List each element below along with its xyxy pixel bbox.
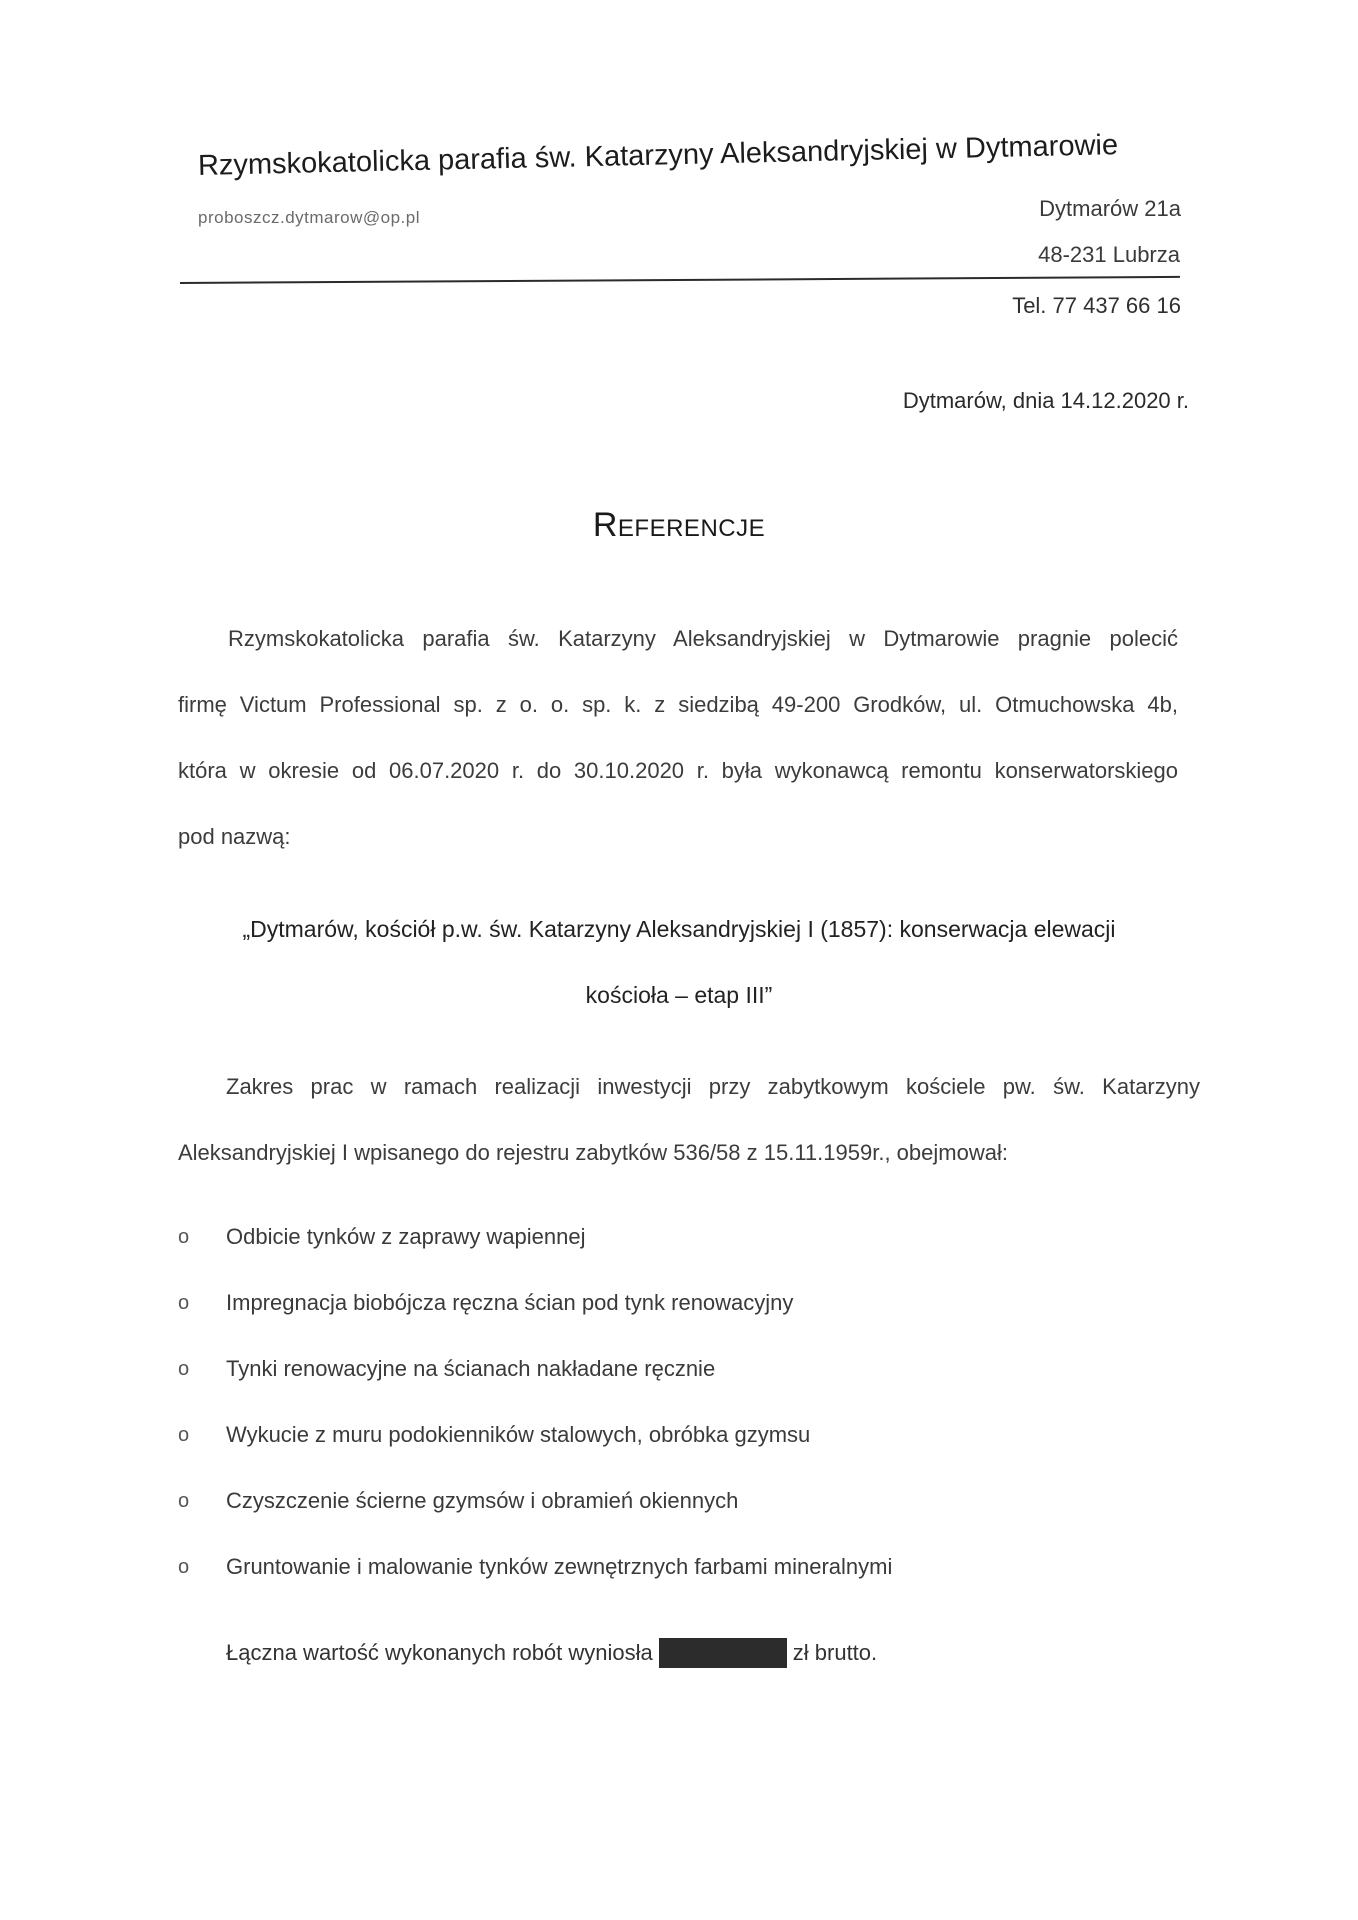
project-name-line-2: kościoła – etap III” <box>585 982 773 1008</box>
bullet-circle-icon: o <box>178 1490 190 1512</box>
address-line-2: 48-231 Lubrza <box>1038 242 1180 267</box>
list-item <box>178 1554 892 1620</box>
scope-line-2: Aleksandryjskiej I wpisanego do rejestru zabytków 536/58 z 15.11.1959r., obejmował: <box>178 1140 1008 1165</box>
intro-line-3: która w okresie od 06.07.2020 r. do 30.10.2020 r. była wykonawcą remontu konserwatorskiego <box>178 758 1178 783</box>
address-line-1: Dytmarów 21a <box>1039 196 1181 221</box>
list-item-text: Gruntowanie i malowanie tynków zewnętrznych farbami mineralnymi <box>226 1554 893 1579</box>
intro-line-1: Rzymskokatolicka parafia św. Katarzyny Aleksandryjskiej w Dytmarowie pragnie polecić <box>228 626 1178 651</box>
intro-line-4: pod nazwą: <box>178 824 291 849</box>
header-divider <box>180 276 1180 284</box>
parish-email: proboszcz.dytmarow@op.pl <box>198 208 421 227</box>
list-item-text: Czyszczenie ścierne gzymsów i obramień okiennych <box>226 1488 739 1513</box>
scope-list <box>178 1224 892 1620</box>
total-value-line <box>226 1638 877 1668</box>
list-item-text: Odbicie tynków z zaprawy wapiennej <box>226 1224 586 1249</box>
list-item <box>178 1356 892 1422</box>
bullet-circle-icon: o <box>178 1424 190 1446</box>
total-prefix: Łączna wartość wykonanych robót wyniosła <box>226 1640 653 1665</box>
list-item-text: Tynki renowacyjne na ścianach nakładane ręcznie <box>226 1356 716 1381</box>
phone-number: Tel. 77 437 66 16 <box>1012 293 1181 318</box>
list-item-text: Wykucie z muru podokienników stalowych, obróbka gzymsu <box>226 1422 811 1447</box>
bullet-circle-icon: o <box>178 1292 190 1314</box>
project-name-line-1: „Dytmarów, kościół p.w. św. Katarzyny Aleksandryjskiej I (1857): konserwacja elewacji <box>242 916 1116 942</box>
total-suffix: zł brutto. <box>792 1640 878 1665</box>
letter-title: Referencje <box>592 506 766 544</box>
intro-line-2: firmę Victum Professional sp. z o. o. sp. k. z siedzibą 49-200 Grodków, ul. Otmuchowska 4b, <box>178 692 1178 717</box>
list-item <box>178 1422 892 1488</box>
bullet-circle-icon: o <box>178 1556 190 1578</box>
redacted-amount <box>659 1638 787 1668</box>
list-item <box>178 1224 892 1290</box>
scope-line-1: Zakres prac w ramach realizacji inwestycji przy zabytkowym kościele pw. św. Katarzyny <box>226 1074 1200 1099</box>
list-item <box>178 1488 892 1554</box>
letter-date: Dytmarów, dnia 14.12.2020 r. <box>902 388 1189 413</box>
list-item-text: Impregnacja biobójcza ręczna ścian pod tynk renowacyjny <box>226 1290 794 1315</box>
bullet-circle-icon: o <box>178 1226 190 1248</box>
parish-name-heading: Rzymskokatolicka parafia św. Katarzyny Aleksandryjskiej w Dytmarowie <box>197 129 1119 182</box>
list-item <box>178 1290 892 1356</box>
bullet-circle-icon: o <box>178 1358 190 1380</box>
